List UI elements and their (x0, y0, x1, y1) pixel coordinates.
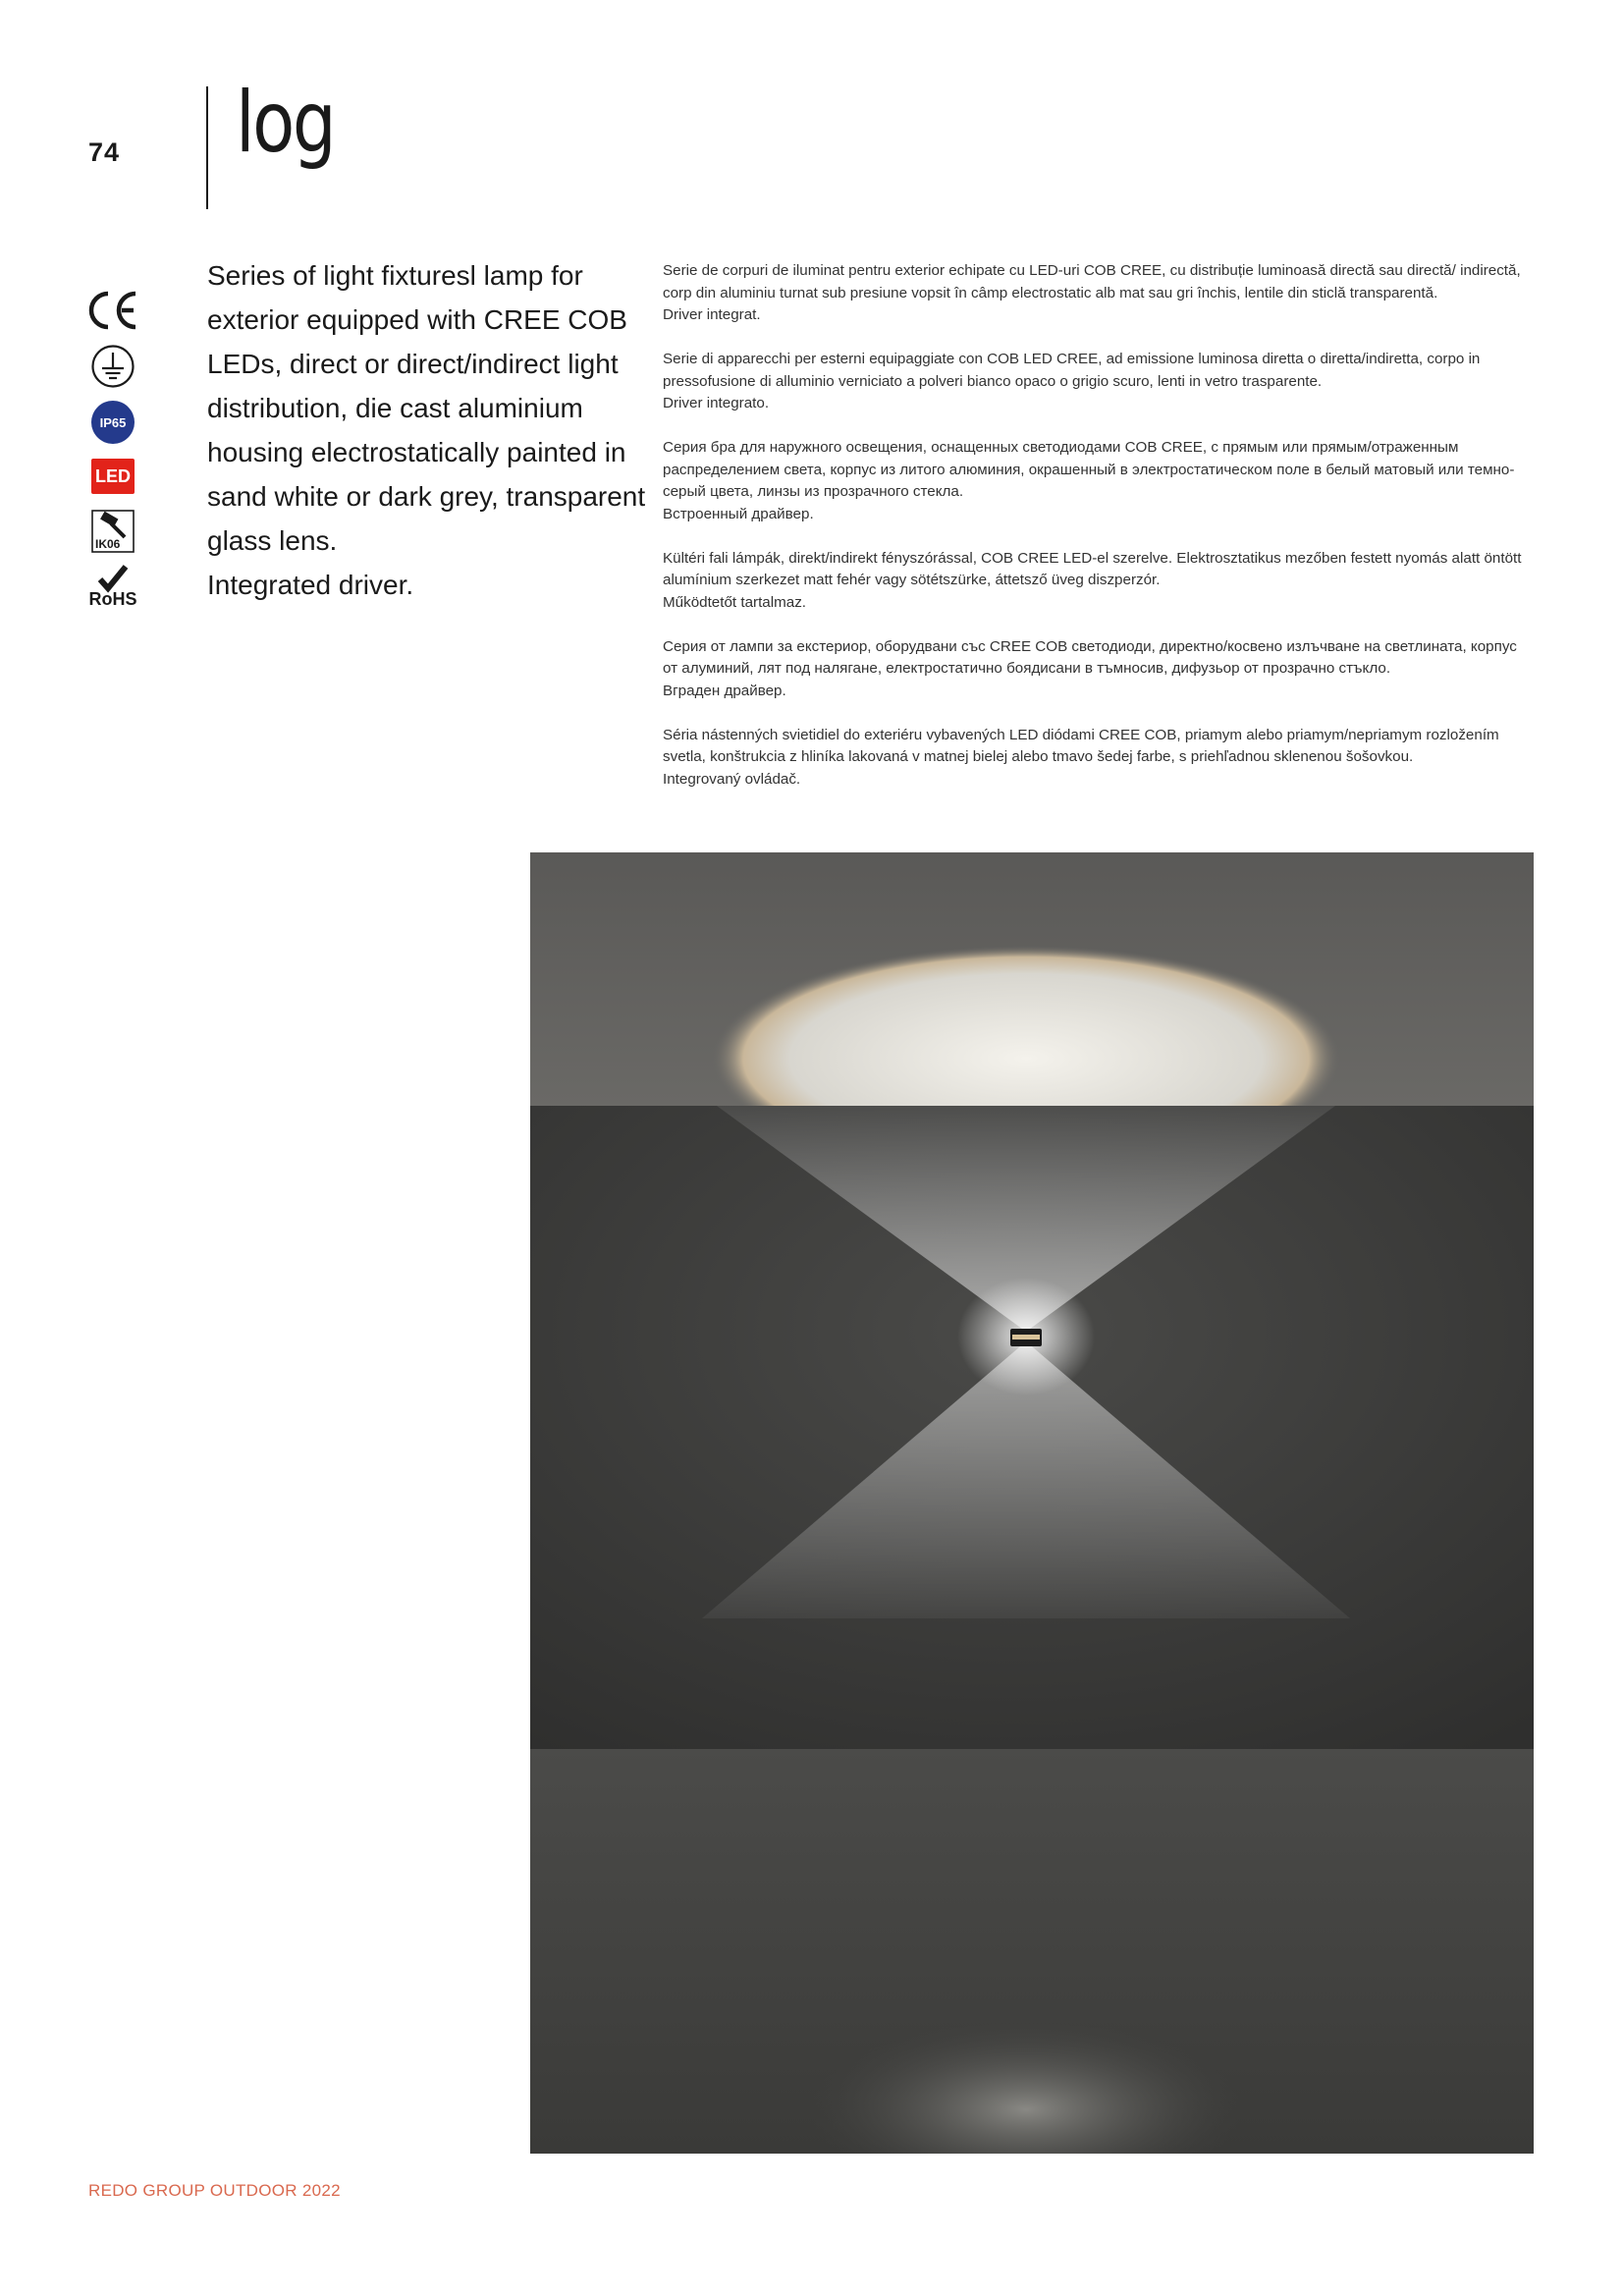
english-description-driver: Integrated driver. (207, 570, 414, 600)
translation-hu (663, 548, 1532, 615)
english-description (207, 253, 654, 607)
page-number: 74 (88, 137, 121, 167)
ce-mark-icon (86, 290, 139, 331)
translation-driver: Встроенный драйвер. (663, 505, 814, 522)
translation-text: Kültéri fali lámpák, direkt/indirekt fényszórással, COB CREE LED-el szerelve. Elektrosztatikus mezőben festett nyomás alatt öntött alumínium szerkezet matt fehér vagy sötétszürke, áttetsző üveg diszperzór. (663, 549, 1522, 588)
ik06-hammer-icon (91, 510, 135, 553)
translation-driver: Вграден драйвер. (663, 682, 786, 699)
translation-driver: Integrovaný ovládač. (663, 770, 801, 788)
translation-driver: Működtetőt tartalmaz. (663, 593, 807, 611)
earth-ground-icon (90, 344, 135, 389)
footer-catalog-name: REDO GROUP OUTDOOR 2022 (88, 2181, 341, 2200)
product-photo (530, 852, 1534, 2154)
rohs-label: RoHS (88, 589, 137, 609)
led-badge-icon: LED (91, 459, 135, 494)
product-title: log (236, 74, 335, 172)
translation-driver: Driver integrat. (663, 306, 761, 323)
translation-text: Серия бра для наружного освещения, оснащенных светодиодами COB CREE, с прямым или прямым/отраженным распределением света, корпус из литого алюминия, окрашенный в электростатическом поле в белый матовый или темно-серый цвета, линзы из прозрачного стекла. (663, 439, 1515, 500)
translation-bg (663, 636, 1532, 703)
translation-text: Серия от лампи за екстериор, оборудвани със CREE COB светодиоди, директно/косвено излъчване на светлината, корпус от алуминий, лят под налягане, електростатично боядисани в тъмносив, дифузьор от прозрачно стъкло. (663, 637, 1517, 677)
translation-sk (663, 725, 1532, 792)
translation-text: Serie di apparecchi per esterni equipaggiate con COB LED CREE, ad emissione luminosa diretta o diretta/indiretta, corpo in pressofusione di alluminio verniciato a polveri bianco opaco o grigio scuro, lenti in vetro trasparente. (663, 351, 1481, 390)
translations (663, 260, 1532, 813)
translation-ru (663, 437, 1532, 525)
translation-driver: Driver integrato. (663, 395, 770, 411)
english-description-main: Series of light fixturesl lamp for exterior equipped with CREE COB LEDs, direct or direct/indirect light distribution, die cast aluminium housing electrostatically painted in sand white or dark grey, transparent glass lens. (207, 260, 646, 556)
translation-text: Séria nástenných svietidiel do exteriéru vybavených LED diódami CREE COB, priamym alebo priamym/nepriamym rozložením svetla, konštrukcia z hliníka lakovaná v matnej bielej alebo tmavo šedej farbe, s priehľadnou sklenenou šošovkou. (663, 726, 1499, 765)
ik06-label: IK06 (95, 537, 121, 551)
title-divider (206, 86, 208, 209)
translation-it (663, 349, 1532, 415)
translation-ro (663, 260, 1532, 327)
certification-icons (86, 290, 139, 610)
ip65-badge-icon: IP65 (91, 401, 135, 444)
translation-text: Serie de corpuri de iluminat pentru exterior echipate cu LED-uri COB CREE, cu distribuție luminoasă directă sau directă/ indirectă, corp din aluminiu turnat sub presiune vopsit în câmp electrostatic alb mat sau gri închis, lentile din sticlă transparentă. (663, 262, 1521, 301)
rohs-check-icon (86, 565, 139, 610)
